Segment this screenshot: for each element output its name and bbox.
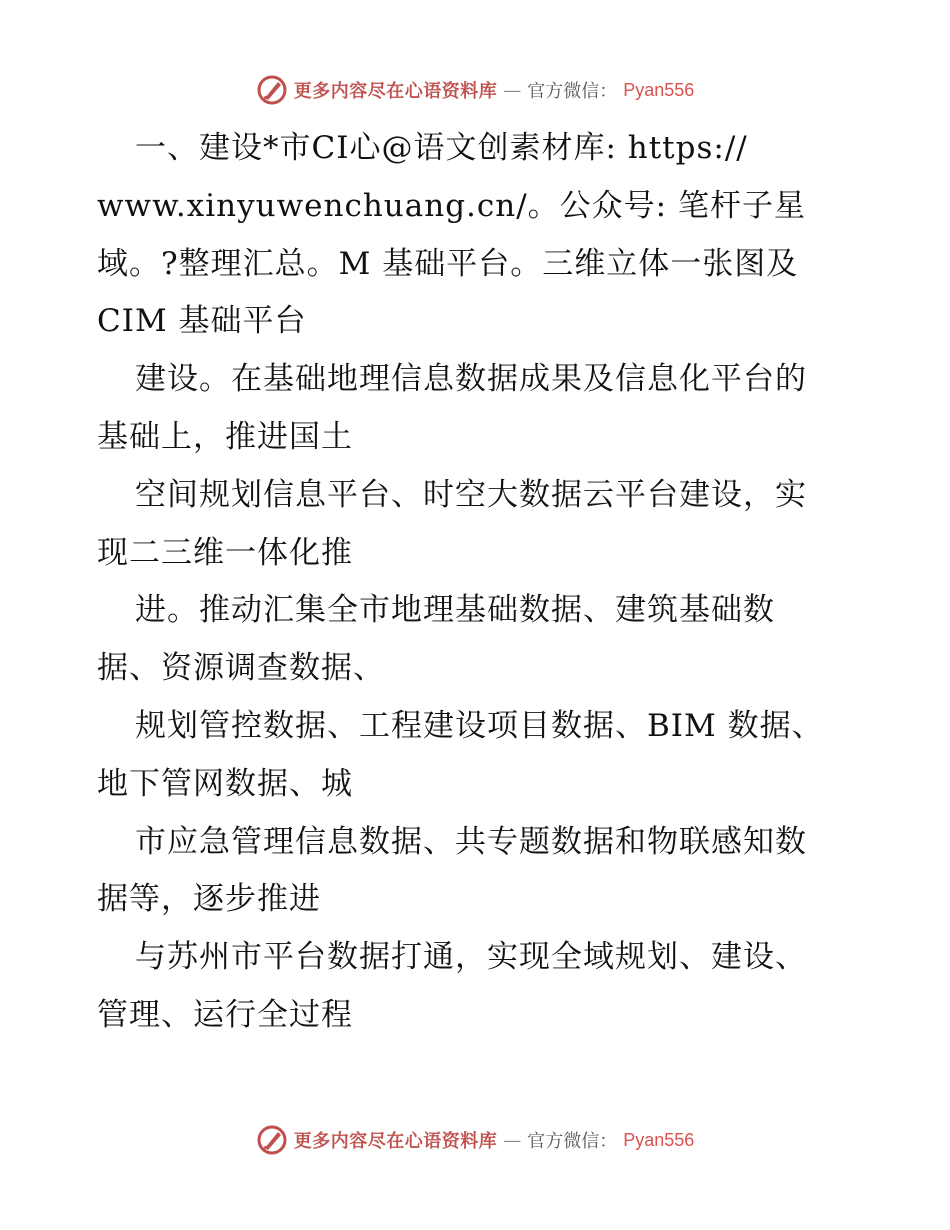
footer-watermark <box>0 1120 950 1160</box>
text-line: 市应急管理信息数据、共专题数据和物联感知数 <box>135 823 807 860</box>
watermark-separator: — <box>503 79 522 101</box>
text-line: 与苏州市平台数据打通，实现全域规划、建设、 <box>135 939 807 976</box>
quill-logo-icon <box>256 74 288 106</box>
quill-logo-icon <box>256 1124 288 1156</box>
watermark-title: 更多内容尽在心语资料库 <box>293 81 498 102</box>
text-line: 管理、运行全过程 <box>97 996 353 1033</box>
text-line: 据等，逐步推进 <box>97 881 321 918</box>
text-line: 据、资源调查数据、 <box>97 650 385 687</box>
text-line: 现二三维一体化推 <box>97 534 353 571</box>
document-body <box>97 120 857 1045</box>
text-line: 域。?整理汇总。M 基础平台。三维立体一张图及 <box>97 245 799 282</box>
watermark-title: 更多内容尽在心语资料库 <box>293 1131 498 1152</box>
header-watermark <box>0 70 950 110</box>
text-line: 规划管控数据、工程建设项目数据、BIM 数据、 <box>135 707 824 744</box>
text-line: 地下管网数据、城 <box>97 765 353 802</box>
watermark-contact: Pyan556 <box>623 1129 695 1150</box>
text-line: 空间规划信息平台、时空大数据云平台建设，实 <box>135 476 807 513</box>
text-line: 基础上，推进国土 <box>97 418 353 455</box>
text-line: 一、建设*市CI心@语文创素材库: https:// <box>135 130 748 166</box>
watermark-contact: Pyan556 <box>623 79 695 100</box>
watermark-label: 官方微信： <box>527 81 618 102</box>
watermark-separator: — <box>503 1129 522 1151</box>
watermark-label: 官方微信： <box>527 1131 618 1152</box>
text-line: 进。推动汇集全市地理基础数据、建筑基础数 <box>135 592 775 629</box>
text-line: CIM 基础平台 <box>97 303 307 340</box>
text-line: 建设。在基础地理信息数据成果及信息化平台的 <box>135 361 807 398</box>
text-line: www.xinyuwenchuang.cn/。公众号: 笔杆子星 <box>97 187 806 224</box>
